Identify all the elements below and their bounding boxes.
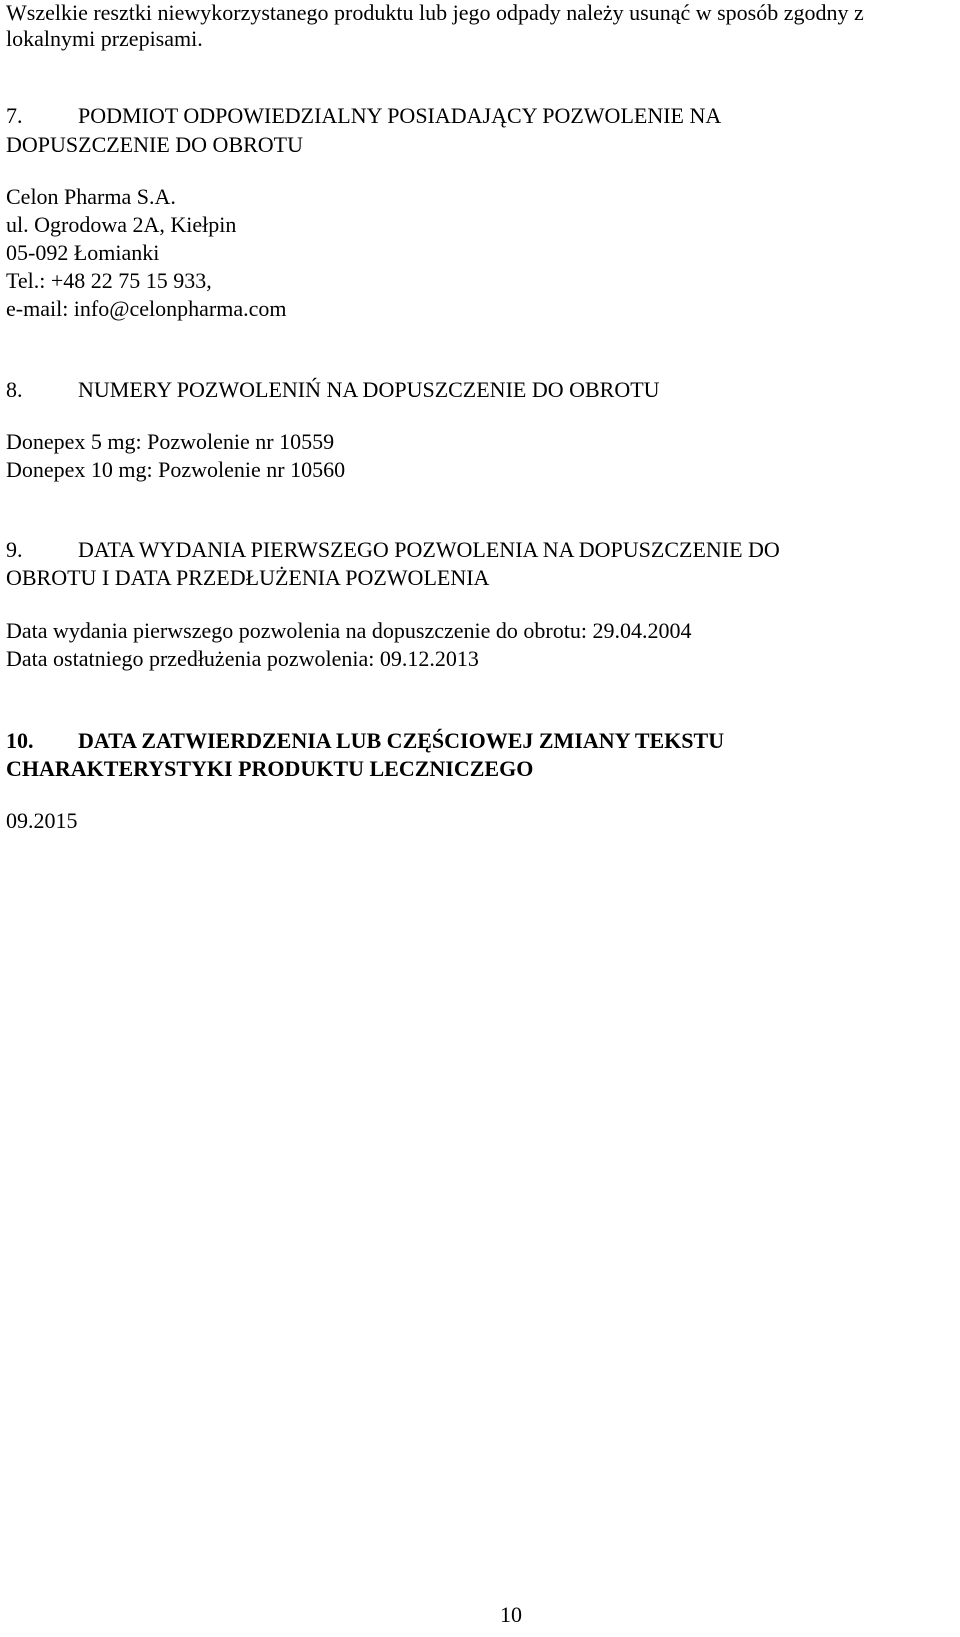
- section-10-number: 10.: [6, 728, 34, 753]
- company-city: 05-092 Łomianki: [6, 240, 160, 265]
- section-8-title: NUMERY POZWOLENIŃ NA DOPUSZCZENIE DO OBROTU: [78, 377, 660, 402]
- intro-line-2: lokalnymi przepisami.: [6, 26, 203, 51]
- section-7-title-line-1: PODMIOT ODPOWIEDZIALNY POSIADAJĄCY POZWOLENIE NA: [78, 103, 722, 128]
- section-9-heading: [6, 537, 780, 563]
- first-issue-date: Data wydania pierwszego pozwolenia na dopuszczenie do obrotu: 29.04.2004: [6, 618, 692, 643]
- section-10-heading: [6, 728, 724, 754]
- company-street: ul. Ogrodowa 2A, Kiełpin: [6, 212, 237, 237]
- section-7-heading: [6, 103, 721, 129]
- section-9-title-line-2: OBROTU I DATA PRZEDŁUŻENIA POZWOLENIA: [6, 565, 490, 590]
- intro-line-1: Wszelkie resztki niewykorzystanego produktu lub jego odpady należy usunąć w sposób zgodny z: [6, 0, 864, 25]
- company-phone: Tel.: +48 22 75 15 933,: [6, 268, 212, 293]
- section-9-number: 9.: [6, 537, 23, 562]
- section-8-number: 8.: [6, 377, 23, 402]
- revision-date: 09.2015: [6, 808, 78, 833]
- company-email: e-mail: info@celonpharma.com: [6, 296, 287, 321]
- section-8-heading: [6, 377, 660, 403]
- permit-item-1: Donepex 5 mg: Pozwolenie nr 10559: [6, 429, 335, 454]
- section-7-title-line-2: DOPUSZCZENIE DO OBROTU: [6, 132, 303, 157]
- permit-item-2: Donepex 10 mg: Pozwolenie nr 10560: [6, 457, 346, 482]
- last-renewal-date: Data ostatniego przedłużenia pozwolenia: 09.12.2013: [6, 646, 479, 671]
- section-10-title-line-1: DATA ZATWIERDZENIA LUB CZĘŚCIOWEJ ZMIANY TEKSTU: [78, 728, 725, 753]
- company-name: Celon Pharma S.A.: [6, 184, 176, 209]
- section-10-title-line-2: CHARAKTERYSTYKI PRODUKTU LECZNICZEGO: [6, 756, 534, 781]
- section-7-number: 7.: [6, 103, 23, 128]
- page-number: 10: [500, 1602, 522, 1627]
- section-9-title-line-1: DATA WYDANIA PIERWSZEGO POZWOLENIA NA DOPUSZCZENIE DO: [78, 537, 780, 562]
